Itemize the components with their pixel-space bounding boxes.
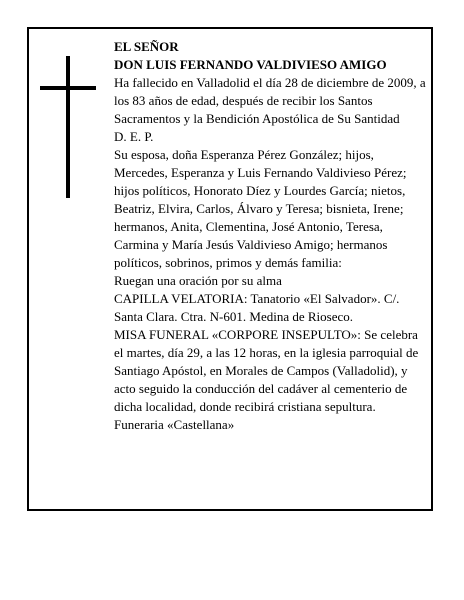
obituary-text-block [114,38,426,434]
dep-line: D. E. P. [114,129,154,144]
cross-vertical-bar [66,56,70,198]
cross-horizontal-bar [40,86,96,90]
latin-cross-icon [40,56,96,198]
obituary-name: DON LUIS FERNANDO VALDIVIESO AMIGO [114,57,387,72]
death-announcement: Ha fallecido en Valladolid el día 28 de diciembre de 2009, a los 83 años de edad, después de recibir los Santos Sacramentos y la Bendición Apostólica de Su Santidad [114,75,426,126]
family-list: Su esposa, doña Esperanza Pérez González; hijos, Mercedes, Esperanza y Luis Fernando Valdivieso Pérez; hijos políticos, Honorato Díez y Lourdes García; nietos, Beatriz, Elvira, Carlos, Álvaro y Teresa; bisnieta, Irene; hermanos, Anita, Clementina, José Antonio, Teresa, Carmina y María Jesús Valdivieso Amigo; hermanos políticos, sobrinos, primos y demás familia: [114,147,407,270]
prayer-request: Ruegan una oración por su alma [114,273,282,288]
funeral-info: MISA FUNERAL «CORPORE INSEPULTO»: Se celebra el martes, día 29, a las 12 horas, en la iglesia parroquial de Santiago Apóstol, en Morales de Campos (Valladolid), y acto seguido la conducción del cadáver al cementerio de dicha localidad, donde recibirá cristiana sepultura. [114,327,419,414]
wake-info: CAPILLA VELATORIA: Tanatorio «El Salvador». C/. Santa Clara. Ctra. N-601. Medina de Rioseco. [114,291,400,324]
obituary-title-line-1: EL SEÑOR [114,39,179,54]
funeral-home: Funeraria «Castellana» [114,417,235,432]
